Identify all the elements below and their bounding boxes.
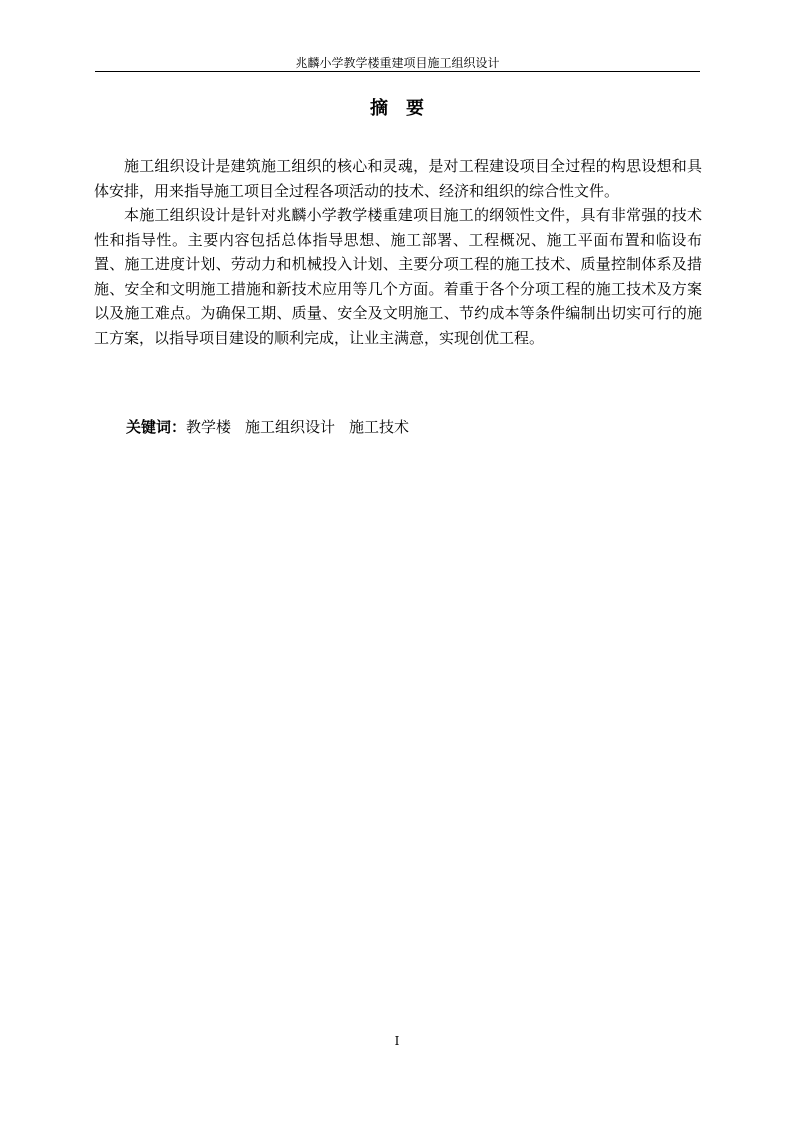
keywords-label: 关键词： bbox=[126, 418, 187, 436]
keyword-item: 教学楼 bbox=[186, 418, 232, 436]
keyword-item: 施工技术 bbox=[349, 418, 410, 436]
keyword-item: 施工组织设计 bbox=[245, 418, 336, 436]
abstract-paragraph: 施工组织设计是建筑施工组织的核心和灵魂，是对工程建设项目全过程的构思设想和具体安排，用来指导施工项目全过程各项活动的技术、经济和组织的综合性文件。 bbox=[94, 157, 702, 200]
abstract-body bbox=[94, 154, 702, 350]
keywords-line bbox=[126, 415, 423, 439]
page-number: I bbox=[394, 1034, 400, 1048]
page-header bbox=[95, 56, 700, 72]
abstract-paragraph: 本施工组织设计是针对兆麟小学教学楼重建项目施工的纲领性文件，具有非常强的技术性和指导性。主要内容包括总体指导思想、施工部署、工程概况、施工平面布置和临设布置、施工进度计划、劳动力和机械投入计划、主要分项工程的施工技术、质量控制体系及措施、安全和文明施工措施和新技术应用等几个方面。着重于各个分项工程的施工技术及方案以及施工难点。为确保工期、质量、安全及文明施工、节约成本等条件编制出切实可行的施工方案，以指导项目建设的顺利完成，让业主满意，实现创优工程。 bbox=[94, 206, 702, 347]
header-title: 兆麟小学教学楼重建项目施工组织设计 bbox=[295, 56, 500, 70]
abstract-title: 摘要 bbox=[370, 98, 442, 119]
